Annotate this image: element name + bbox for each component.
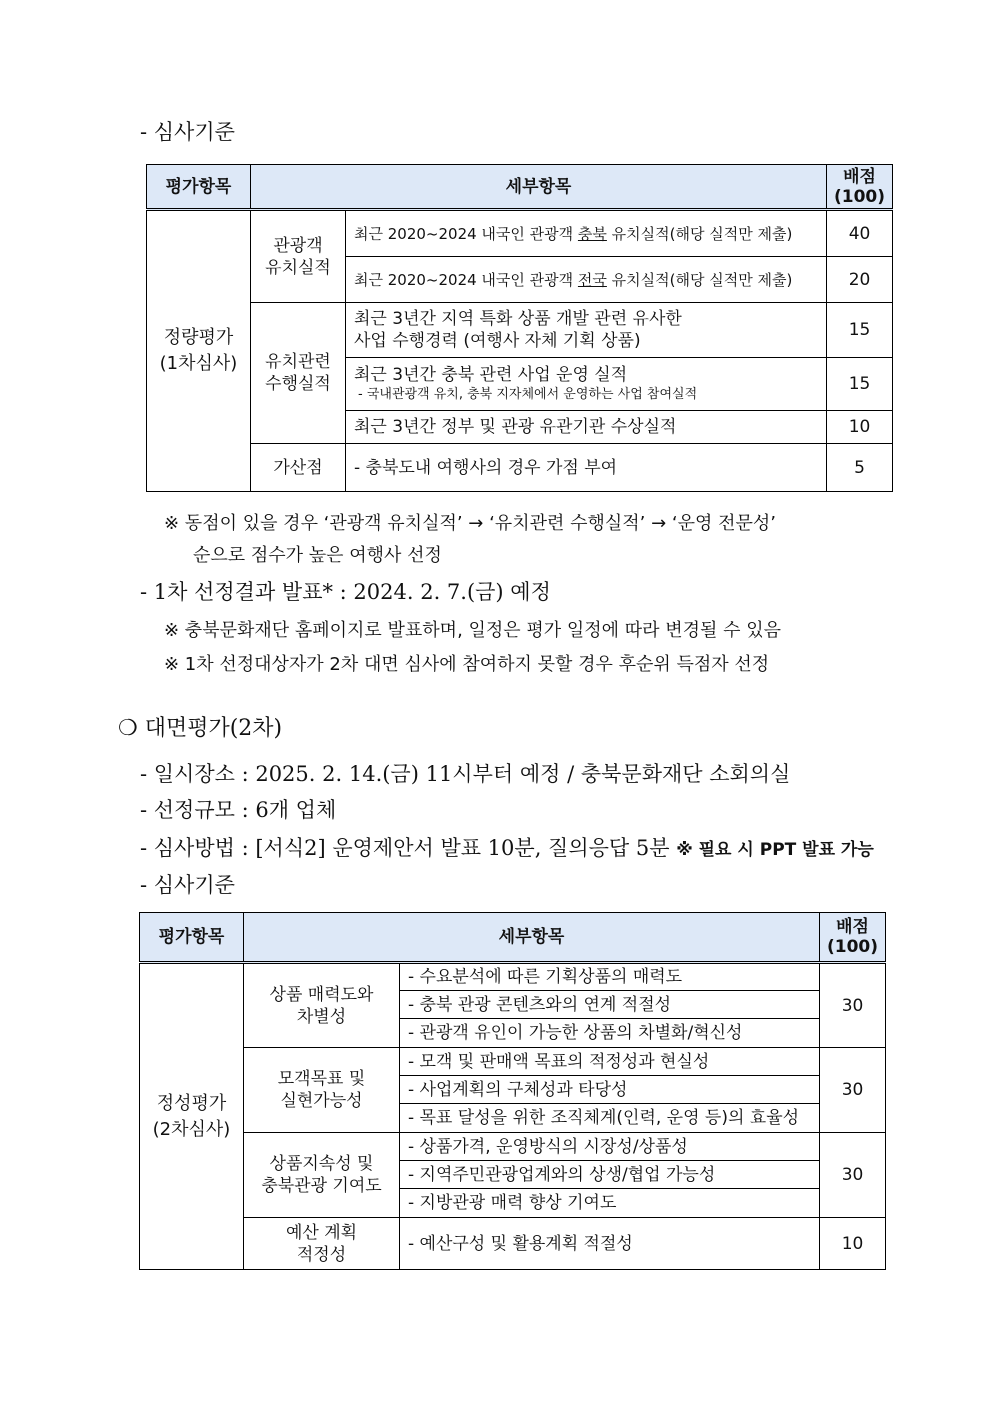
score-cell: 10 [827,411,893,444]
criteria-table-2 [139,912,886,1270]
score-cell: 30 [820,963,886,1048]
header-detail: 세부항목 [244,913,820,963]
detail-row: - 충북 관광 콘텐츠와의 연계 적절성 [400,991,820,1019]
detail-sub-note: - 국내관광객 유치, 충북 지자체에서 운영하는 사업 참여실적 [358,387,698,402]
detail-row: - 지방관광 매력 향상 기여도 [400,1189,820,1218]
group-label-budget: 예산 계획 적정성 [244,1218,400,1270]
score-cell: 30 [820,1048,886,1133]
score-cell: 40 [827,210,893,257]
detail-row: - 지역주민관광업계와의 상생/협업 가능성 [400,1161,820,1189]
category-quantitative: 정량평가 (1차심사) [147,210,251,492]
header-score: 배점 (100) [820,913,886,963]
group-label-sustainability: 상품지속성 및 충북관광 기여도 [244,1133,400,1218]
note-tiebreak: ※ 동점이 있을 경우 ‘관광객 유치실적’ → ‘유치관련 수행실적’ → ‘운영 전문성’ [164,513,776,534]
detail-row: - 수요분석에 따른 기획상품의 매력도 [400,963,820,991]
group-label-bonus: 가산점 [251,444,346,492]
group-label-tourist: 관광객 유치실적 [251,210,346,303]
group-label-target: 모객목표 및 실현가능성 [244,1048,400,1133]
note-announce: ※ 충북문화재단 홈페이지로 발표하며, 일정은 평가 일정에 따라 변경될 수 있음 [164,620,782,641]
score-cell: 15 [827,358,893,411]
criteria-table-1 [146,164,893,492]
schedule-line: - 일시장소 : 2025. 2. 14.(금) 11시부터 예정 / 충북문화재단 소회의실 [140,762,791,786]
header-item: 평가항목 [140,913,244,963]
group-label-performance: 유치관련 수행실적 [251,303,346,444]
note-substitute: ※ 1차 선정대상자가 2차 대면 심사에 참여하지 못할 경우 후순위 득점자 선정 [164,654,770,675]
header-score: 배점 (100) [827,165,893,210]
detail-row: 최근 2020~2024 내국인 관광객 전국 유치실적(해당 실적만 제출) [346,257,827,303]
detail-row: - 충북도내 여행사의 경우 가점 부여 [346,444,827,492]
category-qualitative: 정성평가 (2차심사) [140,963,244,1270]
header-item: 평가항목 [147,165,251,210]
detail-row: - 목표 달성을 위한 조직체계(인력, 운영 등)의 효율성 [400,1104,820,1133]
header-detail: 세부항목 [251,165,827,210]
score-cell: 30 [820,1133,886,1218]
score-cell: 5 [827,444,893,492]
detail-row: 최근 3년간 정부 및 관광 유관기관 수상실적 [346,411,827,444]
scale-line: - 선정규모 : 6개 업체 [140,798,337,822]
note-tiebreak-cont: 순으로 점수가 높은 여행사 선정 [193,545,442,566]
detail-row: - 사업계획의 구체성과 타당성 [400,1076,820,1104]
section-title-interview: ❍ 대면평가(2차) [118,716,283,741]
detail-row: 최근 3년간 충북 관련 사업 운영 실적 - 국내관광객 유치, 충북 지자체에서 운영하는 사업 참여실적 [346,358,827,411]
detail-row: 최근 2020~2024 내국인 관광객 충북 유치실적(해당 실적만 제출) [346,210,827,257]
detail-row: - 상품가격, 운영방식의 시장성/상품성 [400,1133,820,1161]
announce-date: - 1차 선정결과 발표* : 2024. 2. 7.(금) 예정 [140,580,551,604]
detail-row: 최근 3년간 지역 특화 상품 개발 관련 유사한 사업 수행경력 (여행사 자체 기획 상품) [346,303,827,358]
section-heading-criteria-1: - 심사기준 [140,120,235,144]
score-cell: 15 [827,303,893,358]
score-cell: 10 [820,1218,886,1270]
score-cell: 20 [827,257,893,303]
section-heading-criteria-2: - 심사기준 [140,873,235,897]
group-label-appeal: 상품 매력도와 차별성 [244,963,400,1048]
detail-row: - 모객 및 판매액 목표의 적정성과 현실성 [400,1048,820,1076]
method-line: - 심사방법 : [서식2] 운영제안서 발표 10분, 질의응답 5분 ※ 필요 시 PPT 발표 가능 [140,836,874,860]
detail-row: - 관광객 유인이 가능한 상품의 차별화/혁신성 [400,1019,820,1048]
detail-row: - 예산구성 및 활용계획 적절성 [400,1218,820,1270]
